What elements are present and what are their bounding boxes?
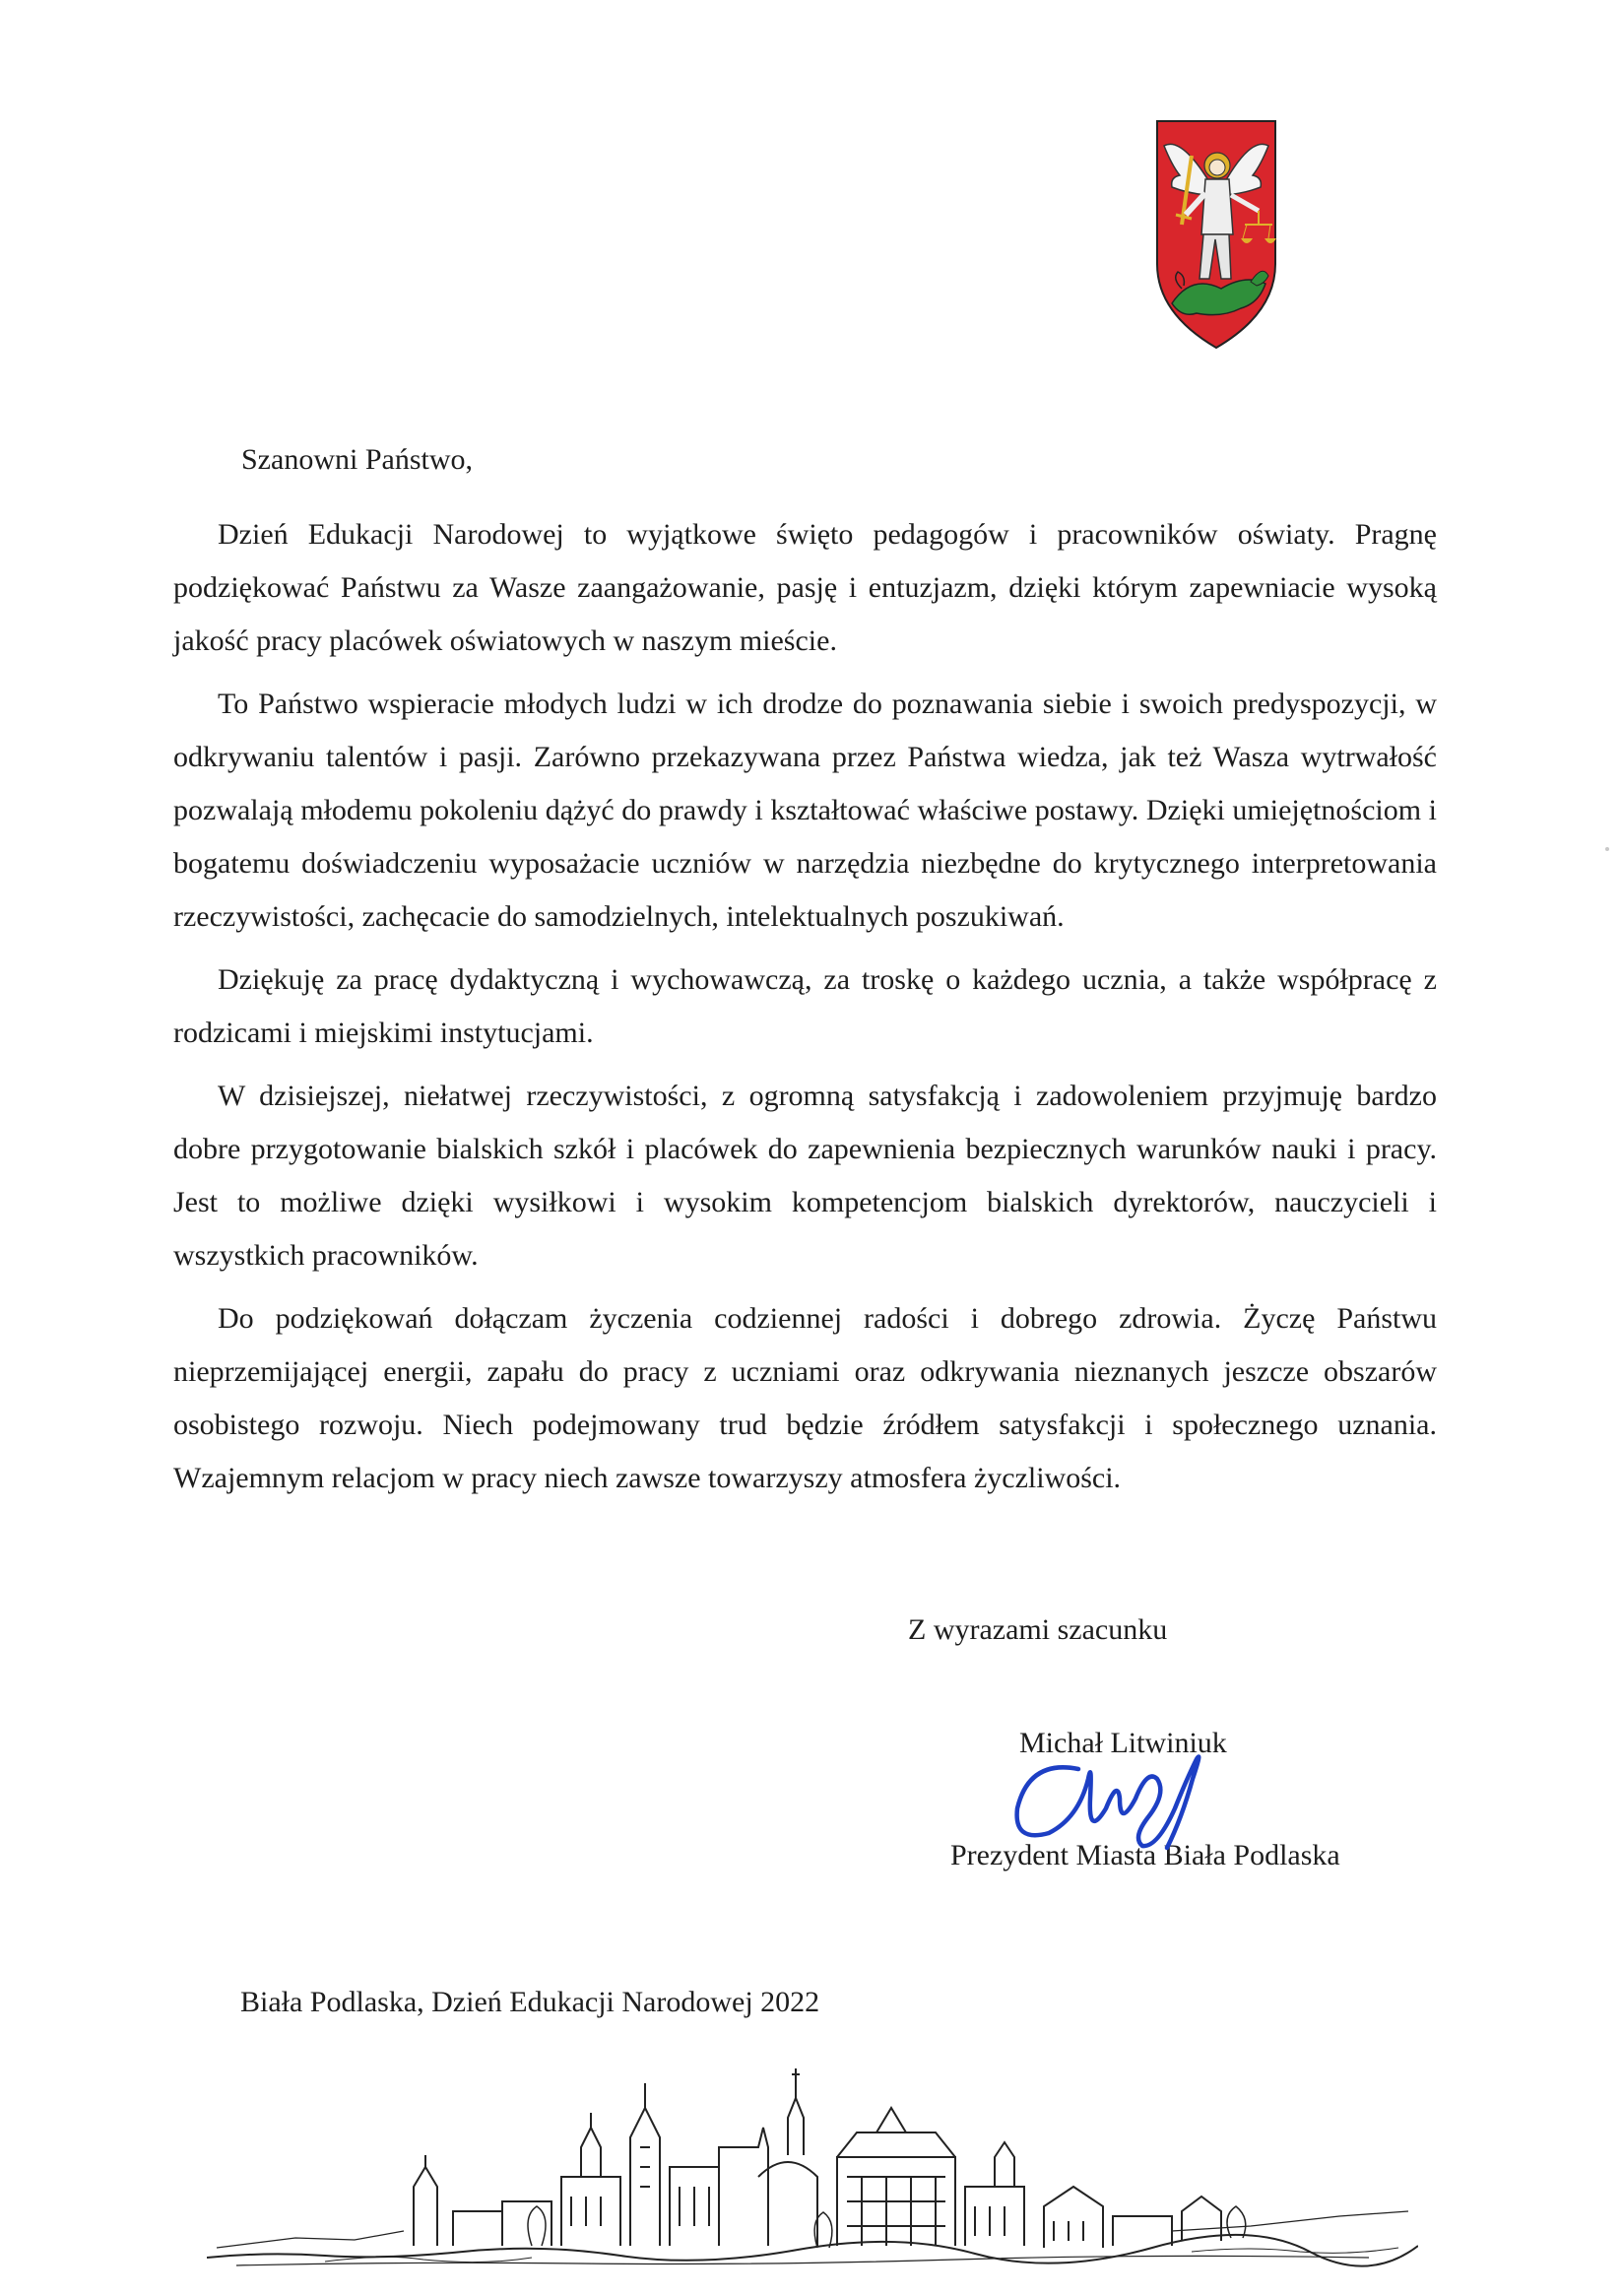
letter-greeting: Szanowni Państwo, bbox=[241, 443, 473, 476]
signer-title: Prezydent Miasta Biała Podlaska bbox=[950, 1839, 1340, 1871]
place-date: Biała Podlaska, Dzień Edukacji Narodowej 2022 bbox=[240, 1986, 820, 2018]
letter-paragraph-4: W dzisiejszej, niełatwej rzeczywistości, z ogromną satysfakcją i zadowoleniem przyjmuję bardzo dobre przygotowanie bialskich szkół i placówek do zapewnienia bezpiecznych warunków nauki i pracy. Jest to możliwe dzięki wysiłkowi i wysokim kompetencjom bialskich dyrektorów, nauczycieli i wszystkich pracowników. bbox=[173, 1080, 1437, 1272]
scan-speck bbox=[1605, 847, 1609, 851]
letter-closing: Z wyrazami szacunku bbox=[908, 1613, 1168, 1646]
letter-body bbox=[173, 433, 1437, 1515]
letter-paragraph-5: Do podziękowań dołączam życzenia codziennej radości i dobrego zdrowia. Życzę Państwu nieprzemijającej energii, zapału do pracy z uczniami oraz odkrywania nieznanych jeszcze obszarów osobistego rozwoju. Niech podejmowany trud będzie źródłem satysfakcji i społecznego uznania. Wzajemnym relacjom w pracy niech zawsze towarzyszy atmosfera życzliwości. bbox=[173, 1302, 1437, 1494]
letter-paragraph-1: Dzień Edukacji Narodowej to wyjątkowe święto pedagogów i pracowników oświaty. Pragnę podziękować Państwu za Wasze zaangażowanie, pasję i entuzjazm, dzięki którym zapewniacie wysoką jakość pracy placówek oświatowych w naszym mieście. bbox=[173, 518, 1437, 657]
city-crest-icon bbox=[1152, 116, 1280, 353]
signer-name: Michał Litwiniuk bbox=[1019, 1727, 1227, 1759]
signature-block bbox=[950, 1724, 1374, 1901]
city-skyline-drawing-icon bbox=[207, 2029, 1418, 2275]
handwritten-signature-icon bbox=[1009, 1739, 1226, 1858]
letter-paragraph-3: Dziękuję za pracę dydaktyczną i wychowawczą, za troskę o każdego ucznia, a także współpracę z rodzicami i miejskimi instytucjami. bbox=[173, 963, 1437, 1049]
letter-paragraph-2: To Państwo wspieracie młodych ludzi w ich drodze do poznawania siebie i swoich predyspozycji, w odkrywaniu talentów i pasji. Zarówno przekazywana przez Państwa wiedza, jak też Wasza wytrwałość pozwalają młodemu pokoleniu dążyć do prawdy i kształtować właściwe postawy. Dzięki umiejętnościom i bogatemu doświadczeniu wyposażacie uczniów w narzędzia niezbędne do krytycznego interpretowania rzeczywistości, zachęcacie do samodzielnych, intelektualnych poszukiwań. bbox=[173, 688, 1437, 933]
